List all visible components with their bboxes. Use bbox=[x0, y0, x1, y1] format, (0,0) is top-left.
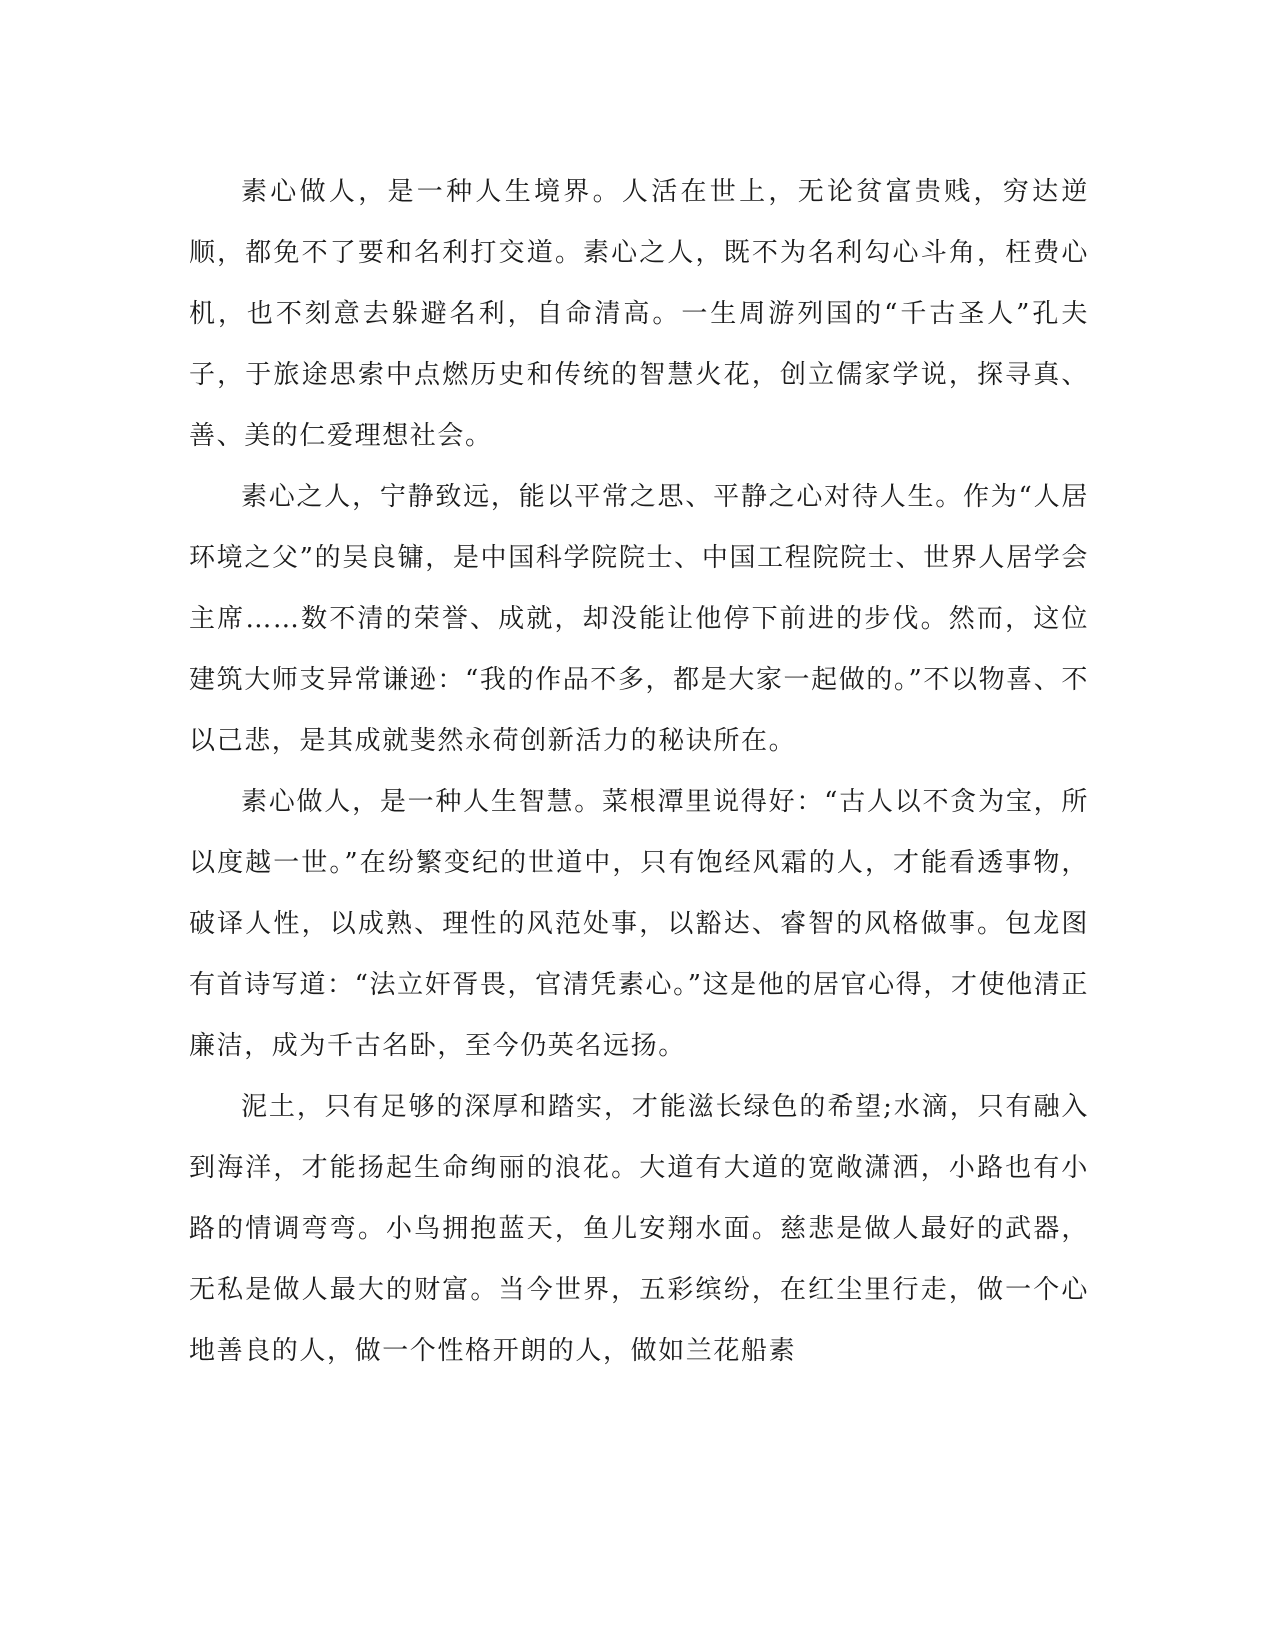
paragraph-1: 素心做人，是一种人生境界。人活在世上，无论贫富贵贱，穷达逆顺，都免不了要和名利打交道。素心之人，既不为名利勾心斗角，枉费心机，也不刻意去躲避名利，自命清高。一生周游列国的“千古圣人”孔夫子，于旅途思索中点燃历史和传统的智慧火花，创立儒家学说，探寻真、善、美的仁爱理想社会。 bbox=[189, 177, 1089, 451]
paragraph-3: 素心做人，是一种人生智慧。菜根潭里说得好：“古人以不贪为宝，所以度越一世。”在纷繁变纪的世道中，只有饱经风霜的人，才能看透事物，破译人性，以成熟、理性的风范处事，以豁达、睿智的风格做事。包龙图有首诗写道：“法立奸胥畏，官清凭素心。”这是他的居官心得，才使他清正廉洁，成为千古名卧，至今仍英名远扬。 bbox=[189, 787, 1089, 1061]
document-body bbox=[189, 162, 1089, 1382]
paragraph-2: 素心之人，宁静致远，能以平常之思、平静之心对待人生。作为“人居环境之父”的吴良镛，是中国科学院院士、中国工程院院士、世界人居学会主席……数不清的荣誉、成就，却没能让他停下前进的步伐。然而，这位建筑大师支异常谦逊：“我的作品不多，都是大家一起做的。”不以物喜、不以己悲，是其成就斐然永荷创新活力的秘诀所在。 bbox=[189, 482, 1089, 756]
paragraph-4: 泥土，只有足够的深厚和踏实，才能滋长绿色的希望;水滴，只有融入到海洋，才能扬起生命绚丽的浪花。大道有大道的宽敞潇洒，小路也有小路的情调弯弯。小鸟拥抱蓝天，鱼儿安翔水面。慈悲是做人最好的武器，无私是做人最大的财富。当今世界，五彩缤纷，在红尘里行走，做一个心地善良的人，做一个性格开朗的人，做如兰花船素 bbox=[189, 1092, 1089, 1366]
